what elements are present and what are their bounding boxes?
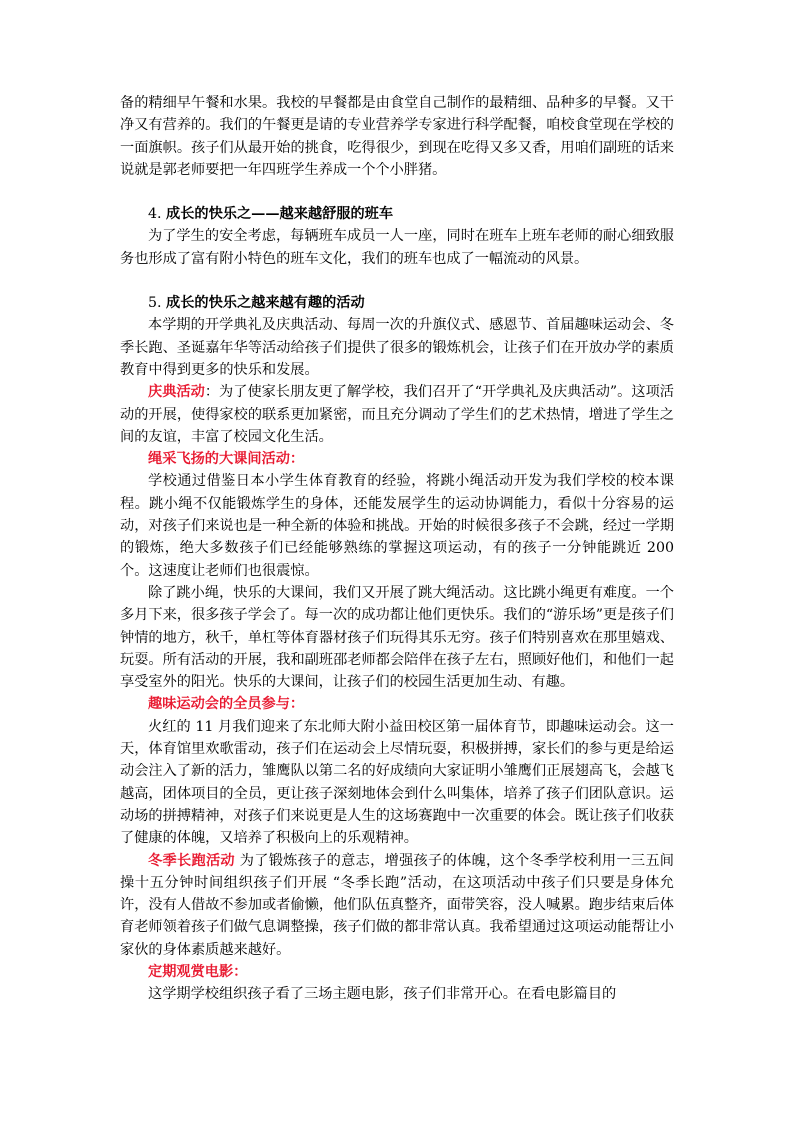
sports-title: 趣味运动会的全员参与： [148, 696, 305, 713]
rope-paragraph-1: 学校通过借鉴日本小学生体育教育的经验，将跳小绳活动开发为我们学校的校本课程。跳小绳不仅能锻炼学生的身体，还能发展学生的运动协调能力，看似十分容易的运动，对孩子们来说也是一种全新的体验和挑战。开始的时候很多孩子不会跳，经过一学期的锻炼，绝大多数孩子们已经能够熟练的掌握这项运动，有的孩子一分钟能跳近 200 个。这速度让老师们也很震惊。 [120, 473, 674, 579]
winter-text: 为了锻炼孩子的意志，增强孩子的体魄，这个冬季学校利用一三五间操十五分钟时间组织孩子们开展 “冬季长跑”活动，在这项活动中孩子们只要是身体允许，没有人借故不参加或者偷懒，他们队伍真整齐，面带笑容，没人喊累。跑步结束后体育老师领着孩子们做气息调整操，孩子们做的都非常认真。我希望通过这项运动能帮让小家伙的身体素质越来越好。 [120, 852, 674, 958]
movie-title: 定期观赏电影： [148, 963, 248, 980]
movie-paragraph: 这学期学校组织孩子看了三场主题电影，孩子们非常开心。在看电影篇目的 [148, 986, 617, 1003]
section-4-heading [120, 203, 674, 225]
celebration-text: ：为了使家长朋友更了解学校，我们召开了“开学典礼及庆典活动”。这项活动的开展，使得家校的联系更加紧密，而且充分调动了学生们的艺术热情，增进了学生之间的友谊，丰富了校园文化生活。 [120, 384, 674, 445]
winter-paragraph [120, 850, 674, 961]
rope-paragraph-2: 除了跳小绳，快乐的大课间，我们又开展了跳大绳活动。这比跳小绳更有难度。一个多月下来，很多孩子学会了。每一次的成功都让他们更快乐。我们的“游乐场”更是孩子们钟情的地方，秋千，单杠等体育器材孩子们玩得其乐无穷。孩子们特别喜欢在那里嬉戏、玩耍。所有活动的开展，我和副班邵老师都会陪伴在孩子左右，照顾好他们，和他们一起享受室外的阳光。快乐的大课间，让孩子们的校园生活更加生动、有趣。 [120, 584, 674, 691]
celebration-paragraph [120, 381, 674, 448]
winter-label: 冬季长跑活动 [148, 852, 235, 869]
section-5-number: 5. [148, 295, 167, 312]
rope-title: 绳采飞扬的大课间活动： [148, 451, 305, 468]
section-4-body: 为了学生的安全考虑，每辆班车成员一人一座，同时在班车上班车老师的耐心细致服务也形成了富有附小特色的班车文化，我们的班车也成了一幅流动的风景。 [120, 228, 674, 267]
document-page [120, 92, 674, 1006]
sports-paragraph: 火红的 11 月我们迎来了东北师大附小益田校区第一届体育节，即趣味运动会。这一天，体育馆里欢歌雷动，孩子们在运动会上尽情玩耍，积极拼搏，家长们的参与更是给运动会注入了新的活力，雏鹰队以第二名的好成绩向大家证明小雏鹰们正展翅高飞，会越飞越高，团体项目的全员，更让孩子深刻地体会到什么叫集体，培养了孩子们团队意识。运动场的拼搏精神，对孩子们来说更是人生的这场赛跑中一次重要的体会。既让孩子们收获了健康的体魄，又培养了积极向上的乐观精神。 [120, 718, 674, 847]
celebration-label: 庆典活动 [148, 384, 205, 401]
section-5-heading [120, 292, 674, 314]
section-5-title: 成长的快乐之越来越有趣的活动 [166, 295, 365, 312]
section-4-title: 成长的快乐之——越来越舒服的班车 [166, 206, 394, 223]
intro-paragraph: 备的精细早午餐和水果。我校的早餐都是由食堂自己制作的最精细、品种多的早餐。又干净又有营养的。我们的午餐更是请的专业营养学专家进行科学配餐，咱校食堂现在学校的一面旗帜。孩子们从最开始的挑食，吃得很少，到现在吃得又多又香，用咱们副班的话来说就是郭老师要把一年四班学生养成一个个小胖猪。 [120, 95, 674, 178]
section-4-number: 4. [148, 206, 167, 223]
section-5-intro: 本学期的开学典礼及庆典活动、每周一次的升旗仪式、感恩节、首届趣味运动会、冬季长跑、圣诞嘉年华等活动给孩子们提供了很多的锻炼机会，让孩子们在开放办学的素质教育中得到更多的快乐和发展。 [120, 317, 674, 378]
